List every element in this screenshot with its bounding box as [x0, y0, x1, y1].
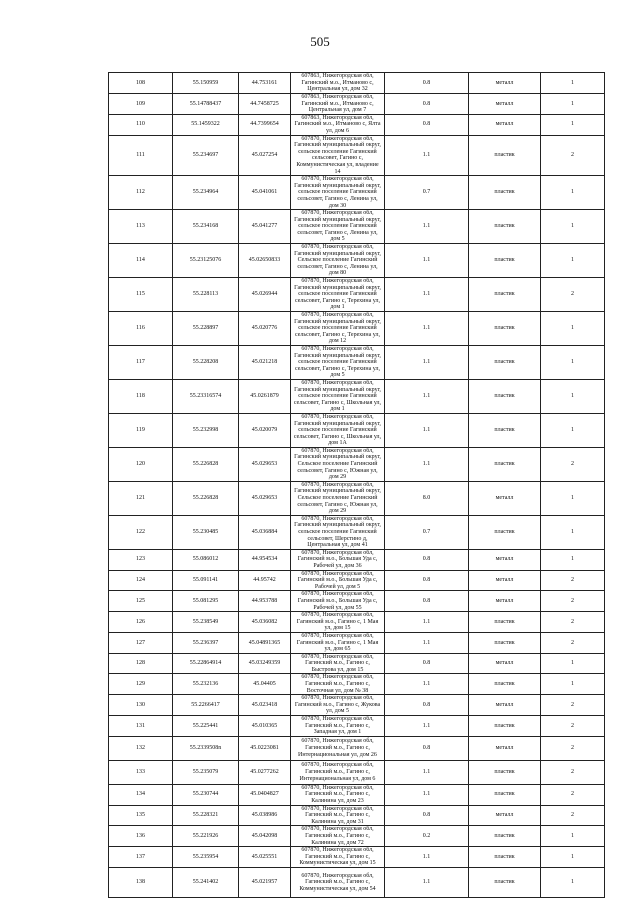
row-number: 121	[109, 481, 173, 515]
row-number: 119	[109, 413, 173, 447]
longitude-cell: 45.020079	[239, 413, 291, 447]
volume-cell: 1.1	[385, 867, 469, 897]
volume-cell: 0.8	[385, 94, 469, 115]
volume-cell: 0.7	[385, 176, 469, 210]
latitude-cell: 55.232998	[173, 413, 239, 447]
count-cell: 1	[541, 826, 605, 847]
row-number: 111	[109, 135, 173, 176]
volume-cell: 0.7	[385, 515, 469, 549]
count-cell: 1	[541, 345, 605, 379]
row-number: 114	[109, 244, 173, 278]
longitude-cell: 44.753161	[239, 73, 291, 94]
volume-cell: 0.8	[385, 736, 469, 760]
table-row	[109, 312, 605, 346]
count-cell: 1	[541, 176, 605, 210]
address-cell: 607870, Нижегородская обл, Гагинский м.о., Гагино с, Восточная ул, дом № 38	[291, 674, 385, 695]
longitude-cell: 45.0261879	[239, 379, 291, 413]
material-cell: металл	[469, 114, 541, 135]
address-cell: 607870, Нижегородская обл, Гагинский м.о., Гагино с, Калинина ул, дом 23	[291, 784, 385, 805]
material-cell: металл	[469, 549, 541, 570]
count-cell: 1	[541, 312, 605, 346]
volume-cell: 1.1	[385, 345, 469, 379]
address-cell: 607870, Нижегородская обл, Гагинский муниципальный округ, Сельское поселение Гагинский сельсовет, Гагино с, Южная ул, дом 29	[291, 447, 385, 481]
longitude-cell: 44.95742	[239, 570, 291, 591]
latitude-cell: 55.228897	[173, 312, 239, 346]
row-number: 113	[109, 210, 173, 244]
latitude-cell: 55.234697	[173, 135, 239, 176]
longitude-cell: 45.0223081	[239, 736, 291, 760]
latitude-cell: 55.236397	[173, 632, 239, 653]
latitude-cell: 55.226828	[173, 447, 239, 481]
latitude-cell: 55.234964	[173, 176, 239, 210]
volume-cell: 0.8	[385, 653, 469, 674]
row-number: 122	[109, 515, 173, 549]
address-cell: 607870, Нижегородская обл, Гагинский м.о., Гагино с, Калинина ул, дом 72	[291, 826, 385, 847]
material-cell: пластик	[469, 278, 541, 312]
volume-cell: 0.8	[385, 114, 469, 135]
table-row	[109, 135, 605, 176]
address-cell: 607870, Нижегородская обл, Гагинский муниципальный округ, Сельское поселение Гагинский сельсовет, Гагино с, Южная ул, дом 29	[291, 481, 385, 515]
material-cell: пластик	[469, 413, 541, 447]
table-row	[109, 447, 605, 481]
latitude-cell: 55.23316574	[173, 379, 239, 413]
count-cell: 2	[541, 736, 605, 760]
material-cell: пластик	[469, 632, 541, 653]
volume-cell: 0.8	[385, 591, 469, 612]
longitude-cell: 45.021957	[239, 867, 291, 897]
row-number: 110	[109, 114, 173, 135]
longitude-cell: 45.036884	[239, 515, 291, 549]
row-number: 117	[109, 345, 173, 379]
latitude-cell: 55.230485	[173, 515, 239, 549]
material-cell: пластик	[469, 312, 541, 346]
latitude-cell: 55.086012	[173, 549, 239, 570]
count-cell: 1	[541, 867, 605, 897]
longitude-cell: 45.038986	[239, 805, 291, 826]
row-number: 132	[109, 736, 173, 760]
count-cell: 1	[541, 653, 605, 674]
latitude-cell: 55.22864914	[173, 653, 239, 674]
count-cell: 1	[541, 114, 605, 135]
count-cell: 2	[541, 591, 605, 612]
table-row	[109, 847, 605, 868]
table-row	[109, 244, 605, 278]
table-row	[109, 176, 605, 210]
address-cell: 607870, Нижегородская обл, Гагинский м.о., Гагино с, Западная ул, дом 1	[291, 716, 385, 737]
longitude-cell: 45.029653	[239, 481, 291, 515]
table-row	[109, 784, 605, 805]
count-cell: 2	[541, 760, 605, 784]
longitude-cell: 45.0404827	[239, 784, 291, 805]
count-cell: 1	[541, 210, 605, 244]
address-cell: 607870, Нижегородская обл, Гагинский м.о., Гагино с, Быстрова ул, дом 15	[291, 653, 385, 674]
volume-cell: 1.1	[385, 447, 469, 481]
longitude-cell: 45.041061	[239, 176, 291, 210]
table-row	[109, 278, 605, 312]
address-cell: 607870, Нижегородская обл, Гагинский муниципальный округ, сельское поселение Гагинский сельсовет, Гагино с, Терехина ул, дом 5	[291, 345, 385, 379]
table-row	[109, 805, 605, 826]
volume-cell: 1.1	[385, 716, 469, 737]
volume-cell: 1.1	[385, 784, 469, 805]
count-cell: 2	[541, 805, 605, 826]
volume-cell: 0.8	[385, 73, 469, 94]
volume-cell: 8.0	[385, 481, 469, 515]
volume-cell: 0.8	[385, 695, 469, 716]
row-number: 123	[109, 549, 173, 570]
count-cell: 1	[541, 73, 605, 94]
material-cell: пластик	[469, 826, 541, 847]
row-number: 126	[109, 612, 173, 633]
table-row	[109, 674, 605, 695]
container-sites-table	[108, 72, 605, 898]
table-row	[109, 345, 605, 379]
table-row	[109, 591, 605, 612]
table-row	[109, 413, 605, 447]
longitude-cell: 45.0277262	[239, 760, 291, 784]
material-cell: пластик	[469, 847, 541, 868]
address-cell: 607870, Нижегородская обл, Гагинский м.о., Большая Уда с, Рабочей ул, дом 36	[291, 549, 385, 570]
count-cell: 2	[541, 447, 605, 481]
material-cell: металл	[469, 570, 541, 591]
address-cell: 607870, Нижегородская обл, Гагинский м.о., Большая Уда с, Рабочей ул, дом 55	[291, 591, 385, 612]
row-number: 133	[109, 760, 173, 784]
material-cell: пластик	[469, 379, 541, 413]
table-row	[109, 736, 605, 760]
address-cell: 607863, Нижегородская обл, Гагинский м.о., Итманово с, Ялта ул, дом 6	[291, 114, 385, 135]
table-row	[109, 867, 605, 897]
count-cell: 1	[541, 379, 605, 413]
latitude-cell: 55.1459322	[173, 114, 239, 135]
row-number: 127	[109, 632, 173, 653]
count-cell: 1	[541, 515, 605, 549]
material-cell: металл	[469, 695, 541, 716]
row-number: 112	[109, 176, 173, 210]
address-cell: 607863, Нижегородская обл, Гагинский м.о., Итманово с, Центральная ул, дом 32	[291, 73, 385, 94]
table-body	[109, 73, 605, 898]
count-cell: 1	[541, 674, 605, 695]
longitude-cell: 45.027254	[239, 135, 291, 176]
material-cell: пластик	[469, 210, 541, 244]
count-cell: 1	[541, 413, 605, 447]
latitude-cell: 55.091141	[173, 570, 239, 591]
table-row	[109, 549, 605, 570]
volume-cell: 1.1	[385, 674, 469, 695]
longitude-cell: 45.036082	[239, 612, 291, 633]
longitude-cell: 44.7458725	[239, 94, 291, 115]
row-number: 134	[109, 784, 173, 805]
volume-cell: 1.1	[385, 632, 469, 653]
longitude-cell: 44.953788	[239, 591, 291, 612]
longitude-cell: 45.025551	[239, 847, 291, 868]
volume-cell: 1.1	[385, 244, 469, 278]
material-cell: пластик	[469, 176, 541, 210]
latitude-cell: 55.228113	[173, 278, 239, 312]
address-cell: 607870, Нижегородская обл, Гагинский муниципальный округ, сельское поселение Гагинский сельсовет, Гагино с, Школьная ул, дом 1	[291, 379, 385, 413]
latitude-cell: 55.226828	[173, 481, 239, 515]
row-number: 130	[109, 695, 173, 716]
longitude-cell: 44.7399654	[239, 114, 291, 135]
longitude-cell: 45.026944	[239, 278, 291, 312]
volume-cell: 1.1	[385, 760, 469, 784]
latitude-cell: 55.225441	[173, 716, 239, 737]
row-number: 136	[109, 826, 173, 847]
volume-cell: 1.1	[385, 847, 469, 868]
table-row	[109, 94, 605, 115]
material-cell: пластик	[469, 612, 541, 633]
address-cell: 607870, Нижегородская обл, Гагинский м.о., Гагино с, Жукова ул, дом 5	[291, 695, 385, 716]
page-number: 505	[310, 34, 330, 49]
table-row	[109, 653, 605, 674]
volume-cell: 1.1	[385, 413, 469, 447]
latitude-cell: 55.238549	[173, 612, 239, 633]
material-cell: пластик	[469, 135, 541, 176]
volume-cell: 1.1	[385, 278, 469, 312]
table-row	[109, 515, 605, 549]
address-cell: 607870, Нижегородская обл, Гагинский м.о., Гагино с, Интернациональная ул, дом 26	[291, 736, 385, 760]
longitude-cell: 45.023418	[239, 695, 291, 716]
row-number: 116	[109, 312, 173, 346]
volume-cell: 1.1	[385, 312, 469, 346]
latitude-cell: 55.241402	[173, 867, 239, 897]
longitude-cell: 45.042098	[239, 826, 291, 847]
address-cell: 607863, Нижегородская обл, Гагинский м.о., Итманово с, Центральная ул, дом 7	[291, 94, 385, 115]
count-cell: 1	[541, 847, 605, 868]
volume-cell: 0.8	[385, 805, 469, 826]
row-number: 131	[109, 716, 173, 737]
material-cell: пластик	[469, 447, 541, 481]
table-row	[109, 570, 605, 591]
table-row	[109, 210, 605, 244]
table-row	[109, 716, 605, 737]
longitude-cell: 45.010365	[239, 716, 291, 737]
row-number: 128	[109, 653, 173, 674]
count-cell: 1	[541, 549, 605, 570]
row-number: 129	[109, 674, 173, 695]
material-cell: пластик	[469, 760, 541, 784]
longitude-cell: 45.021218	[239, 345, 291, 379]
row-number: 135	[109, 805, 173, 826]
latitude-cell: 55.081295	[173, 591, 239, 612]
latitude-cell: 55.2339508n	[173, 736, 239, 760]
material-cell: пластик	[469, 244, 541, 278]
longitude-cell: 45.02650833	[239, 244, 291, 278]
address-cell: 607870, Нижегородская обл, Гагинский муниципальный округ, сельское поселение Гагинский сельсовет, Гагино с, Ленина ул, дом 30	[291, 176, 385, 210]
address-cell: 607870, Нижегородская обл, Гагинский муниципальный округ, сельское поселение Гагинский сельсовет, Гагино с, Терехина ул, дом 12	[291, 312, 385, 346]
table-row	[109, 632, 605, 653]
latitude-cell: 55.232136	[173, 674, 239, 695]
latitude-cell: 55.23125076	[173, 244, 239, 278]
count-cell: 1	[541, 244, 605, 278]
count-cell: 2	[541, 278, 605, 312]
longitude-cell: 45.04405	[239, 674, 291, 695]
volume-cell: 0.8	[385, 549, 469, 570]
row-number: 124	[109, 570, 173, 591]
address-cell: 607870, Нижегородская обл, Гагинский м.о., Гагино с, Коммунистическая ул, дом 54	[291, 867, 385, 897]
volume-cell: 0.8	[385, 570, 469, 591]
material-cell: пластик	[469, 867, 541, 897]
row-number: 120	[109, 447, 173, 481]
table-row	[109, 612, 605, 633]
count-cell: 2	[541, 135, 605, 176]
table-row	[109, 826, 605, 847]
table-row	[109, 481, 605, 515]
material-cell: пластик	[469, 345, 541, 379]
count-cell: 2	[541, 632, 605, 653]
row-number: 137	[109, 847, 173, 868]
count-cell: 2	[541, 784, 605, 805]
row-number: 138	[109, 867, 173, 897]
table-row	[109, 695, 605, 716]
row-number: 115	[109, 278, 173, 312]
address-cell: 607870, Нижегородская обл, Гагинский муниципальный округ, сельское поселение Гагинский сельсовет, Гагино с, Ленина ул, дом 5	[291, 210, 385, 244]
row-number: 125	[109, 591, 173, 612]
material-cell: пластик	[469, 674, 541, 695]
material-cell: металл	[469, 736, 541, 760]
longitude-cell: 45.020776	[239, 312, 291, 346]
material-cell: металл	[469, 591, 541, 612]
longitude-cell: 45.029653	[239, 447, 291, 481]
volume-cell: 1.1	[385, 210, 469, 244]
longitude-cell: 45.041277	[239, 210, 291, 244]
latitude-cell: 55.228321	[173, 805, 239, 826]
row-number: 118	[109, 379, 173, 413]
longitude-cell: 45.03249359	[239, 653, 291, 674]
latitude-cell: 55.228208	[173, 345, 239, 379]
address-cell: 607870, Нижегородская обл, Гагинский м.о., Гагино с, Коммунистическая ул, дом 15	[291, 847, 385, 868]
volume-cell: 1.1	[385, 612, 469, 633]
latitude-cell: 55.221926	[173, 826, 239, 847]
count-cell: 2	[541, 570, 605, 591]
volume-cell: 1.1	[385, 379, 469, 413]
address-cell: 607870, Нижегородская обл, Гагинский м.о., Гагино с, Интернациональная ул, дом 6	[291, 760, 385, 784]
table-row	[109, 73, 605, 94]
address-cell: 607870, Нижегородская обл, Гагинский м.о., Гагино с, Калинина ул, дом 31	[291, 805, 385, 826]
material-cell: металл	[469, 805, 541, 826]
row-number: 109	[109, 94, 173, 115]
material-cell: металл	[469, 73, 541, 94]
latitude-cell: 55.234168	[173, 210, 239, 244]
table-row	[109, 114, 605, 135]
material-cell: пластик	[469, 784, 541, 805]
address-cell: 607870, Нижегородская обл, Гагинский муниципальный округ, сельское поселение Гагинский сельсовет, Гагино с, Школьная ул, дом 1А	[291, 413, 385, 447]
table-row	[109, 760, 605, 784]
address-cell: 607870, Нижегородская обл, Гагинский м.о., Гагино с, 1 Мая ул, дом 65	[291, 632, 385, 653]
latitude-cell: 55.235079	[173, 760, 239, 784]
latitude-cell: 55.235954	[173, 847, 239, 868]
row-number: 108	[109, 73, 173, 94]
material-cell: пластик	[469, 716, 541, 737]
volume-cell: 1.1	[385, 135, 469, 176]
latitude-cell: 55.2266417	[173, 695, 239, 716]
table-row	[109, 379, 605, 413]
address-cell: 607870, Нижегородская обл, Гагинский муниципальный округ, Сельское поселение Гагинский сельсовет, Гагино с, Ленина ул, дом 80	[291, 244, 385, 278]
count-cell: 1	[541, 481, 605, 515]
address-cell: 607870, Нижегородская обл, Гагинский муниципальный округ, сельское поселение Гагинский сельсовет, Гагино с, Терехина ул, дом 1	[291, 278, 385, 312]
address-cell: 607870, Нижегородская обл, Гагинский м.о., Гагино с, 1 Мая ул, дом 15	[291, 612, 385, 633]
volume-cell: 0.2	[385, 826, 469, 847]
material-cell: металл	[469, 94, 541, 115]
material-cell: металл	[469, 481, 541, 515]
longitude-cell: 44.954534	[239, 549, 291, 570]
address-cell: 607870, Нижегородская обл, Гагинский муниципальный округ, сельское поселение Гагинский сельсовет, Шерстино д, Центральная ул, дом 41	[291, 515, 385, 549]
count-cell: 2	[541, 695, 605, 716]
count-cell: 2	[541, 612, 605, 633]
address-cell: 607870, Нижегородская обл, Гагинский муниципальный округ, сельское поселение Гагинский сельсовет, Гагино с, Коммунистическая ул, владение 14	[291, 135, 385, 176]
latitude-cell: 55.14788437	[173, 94, 239, 115]
material-cell: пластик	[469, 515, 541, 549]
count-cell: 2	[541, 716, 605, 737]
latitude-cell: 55.150959	[173, 73, 239, 94]
count-cell: 1	[541, 94, 605, 115]
address-cell: 607870, Нижегородская обл, Гагинский м.о., Большая Уда с, Рабочей ул, дом 5	[291, 570, 385, 591]
material-cell: металл	[469, 653, 541, 674]
longitude-cell: 45.04891365	[239, 632, 291, 653]
latitude-cell: 55.230744	[173, 784, 239, 805]
